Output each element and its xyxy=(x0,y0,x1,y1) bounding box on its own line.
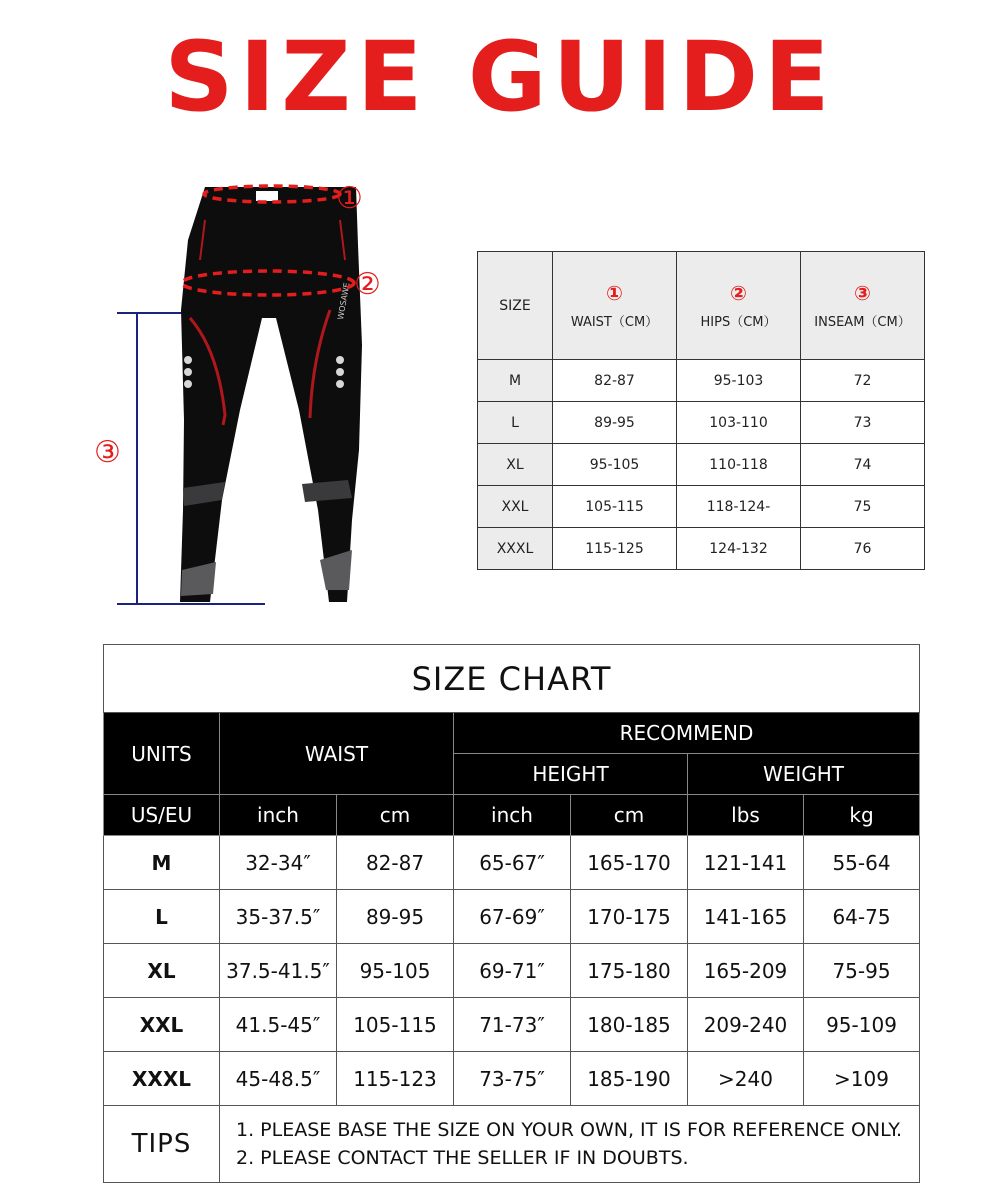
height-cm-cell: 175-180 xyxy=(571,944,688,998)
tip-1: 1. PLEASE BASE THE SIZE ON YOUR OWN, IT IS FOR REFERENCE ONLY. xyxy=(236,1119,903,1141)
weight-header: WEIGHT xyxy=(688,754,920,795)
table-row xyxy=(104,944,920,998)
pants-illustration xyxy=(180,187,362,602)
waist-header-cell xyxy=(553,252,677,360)
height-inch-cell: 73-75″ xyxy=(454,1052,571,1106)
waist-cell: 115-125 xyxy=(553,528,677,570)
waist-cell: 105-115 xyxy=(553,486,677,528)
height-cm-cell: 180-185 xyxy=(571,998,688,1052)
inseam-cell: 72 xyxy=(801,360,925,402)
height-cm-cell: 170-175 xyxy=(571,890,688,944)
pants-diagram xyxy=(0,150,420,620)
tip-2: 2. PLEASE CONTACT THE SELLER IF IN DOUBTS. xyxy=(236,1147,689,1169)
waist-cm-cell: 82-87 xyxy=(337,836,454,890)
weight-lbs-cell: 209-240 xyxy=(688,998,804,1052)
height-inch-cell: 71-73″ xyxy=(454,998,571,1052)
hips-cell: 110-118 xyxy=(677,444,801,486)
marker-waist: ① xyxy=(336,181,363,216)
table-row xyxy=(104,1052,920,1106)
inseam-cell: 74 xyxy=(801,444,925,486)
waist-header: WAIST xyxy=(220,713,454,795)
table-row xyxy=(478,360,925,402)
units-header: UNITS xyxy=(104,713,220,795)
hips-cell: 118-124- xyxy=(677,486,801,528)
page-title: SIZE GUIDE xyxy=(164,21,836,133)
size-header-cell xyxy=(478,252,553,360)
table-row xyxy=(478,528,925,570)
size-cell: M xyxy=(104,836,220,890)
waist-inch-cell: 45-48.5″ xyxy=(220,1052,337,1106)
waist-inch-cell: 37.5-41.5″ xyxy=(220,944,337,998)
size-cell: M xyxy=(478,360,553,402)
waist-cm-header: cm xyxy=(337,795,454,836)
height-inch-cell: 65-67″ xyxy=(454,836,571,890)
waist-cm-cell: 115-123 xyxy=(337,1052,454,1106)
waist-cm-cell: 89-95 xyxy=(337,890,454,944)
waist-cm-cell: 105-115 xyxy=(337,998,454,1052)
waist-cell: 89-95 xyxy=(553,402,677,444)
waist-cell: 95-105 xyxy=(553,444,677,486)
size-cell: XXXL xyxy=(478,528,553,570)
table-row xyxy=(478,402,925,444)
weight-lbs-cell: 141-165 xyxy=(688,890,804,944)
weight-lbs-cell: 121-141 xyxy=(688,836,804,890)
size-cell: XL xyxy=(478,444,553,486)
waist-inch-header: inch xyxy=(220,795,337,836)
height-inch-header: inch xyxy=(454,795,571,836)
height-inch-cell: 69-71″ xyxy=(454,944,571,998)
size-chart-title: SIZE CHART xyxy=(104,645,920,713)
tips-label: TIPS xyxy=(104,1106,220,1183)
table-row xyxy=(104,890,920,944)
size-cell: XXL xyxy=(104,998,220,1052)
table-row xyxy=(478,444,925,486)
hips-cell: 95-103 xyxy=(677,360,801,402)
hips-marker: ② xyxy=(730,281,747,305)
marker-hips: ② xyxy=(354,267,381,302)
waist-inch-cell: 41.5-45″ xyxy=(220,998,337,1052)
waist-marker: ① xyxy=(606,281,623,305)
waist-inch-cell: 35-37.5″ xyxy=(220,890,337,944)
recommend-header: RECOMMEND xyxy=(454,713,920,754)
size-cell: L xyxy=(478,402,553,444)
weight-kg-header: kg xyxy=(804,795,920,836)
size-chart-table xyxy=(103,644,920,1183)
size-cell: XXL xyxy=(478,486,553,528)
weight-lbs-header: lbs xyxy=(688,795,804,836)
weight-kg-cell: 55-64 xyxy=(804,836,920,890)
waist-cell: 82-87 xyxy=(553,360,677,402)
waist-inch-cell: 32-34″ xyxy=(220,836,337,890)
height-cm-header: cm xyxy=(571,795,688,836)
weight-kg-cell: 95-109 xyxy=(804,998,920,1052)
inseam-header-cell xyxy=(801,252,925,360)
inseam-header: INSEAM（CM） xyxy=(814,315,911,330)
inseam-marker: ③ xyxy=(854,281,871,305)
table-row xyxy=(104,998,920,1052)
weight-kg-cell: 64-75 xyxy=(804,890,920,944)
size-header: SIZE xyxy=(499,297,531,314)
height-inch-cell: 67-69″ xyxy=(454,890,571,944)
size-cell: XL xyxy=(104,944,220,998)
inseam-cell: 75 xyxy=(801,486,925,528)
measurement-table xyxy=(477,251,925,570)
waist-header: WAIST（CM） xyxy=(570,315,659,330)
weight-kg-cell: 75-95 xyxy=(804,944,920,998)
table-row xyxy=(478,486,925,528)
weight-kg-cell: >109 xyxy=(804,1052,920,1106)
waist-cm-cell: 95-105 xyxy=(337,944,454,998)
height-header: HEIGHT xyxy=(454,754,688,795)
height-cm-cell: 185-190 xyxy=(571,1052,688,1106)
tips-cell xyxy=(220,1106,920,1183)
marker-inseam: ③ xyxy=(94,435,121,470)
hips-header-cell xyxy=(677,252,801,360)
inseam-cell: 73 xyxy=(801,402,925,444)
size-cell: XXXL xyxy=(104,1052,220,1106)
table-row xyxy=(104,836,920,890)
hips-cell: 103-110 xyxy=(677,402,801,444)
inseam-cell: 76 xyxy=(801,528,925,570)
us-eu-header: US/EU xyxy=(104,795,220,836)
weight-lbs-cell: 165-209 xyxy=(688,944,804,998)
size-cell: L xyxy=(104,890,220,944)
height-cm-cell: 165-170 xyxy=(571,836,688,890)
hips-cell: 124-132 xyxy=(677,528,801,570)
weight-lbs-cell: >240 xyxy=(688,1052,804,1106)
brand-text: WOSAWE xyxy=(336,281,352,321)
hips-header: HIPS（CM） xyxy=(700,315,777,330)
